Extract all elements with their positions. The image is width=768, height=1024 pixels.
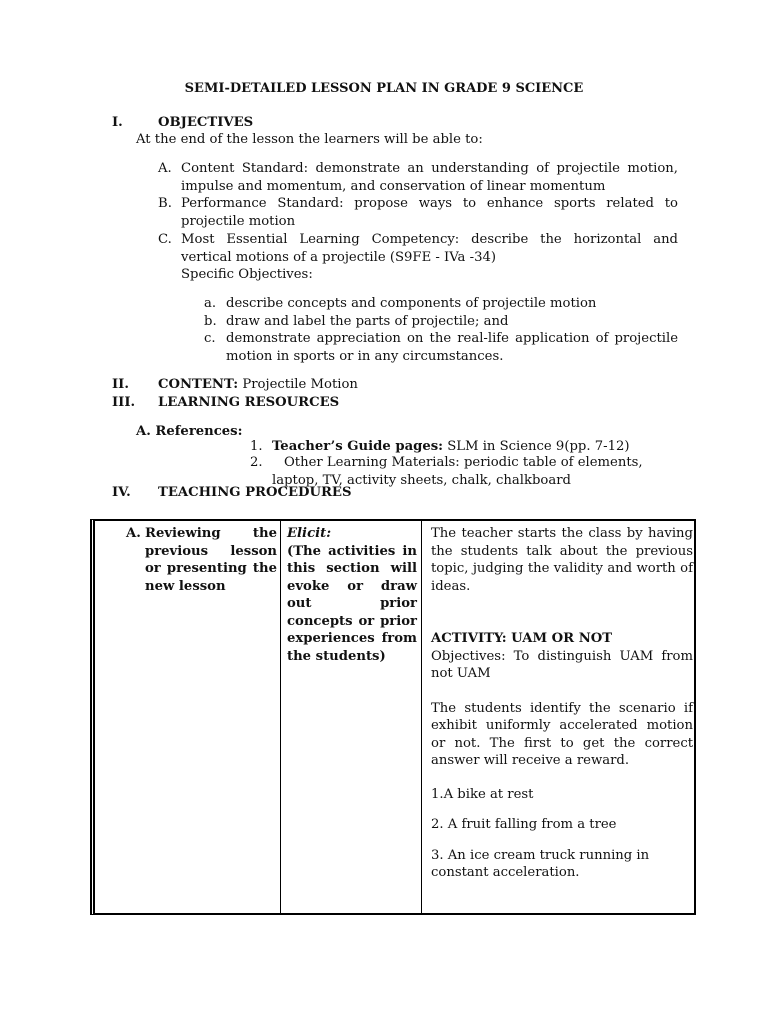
references-label: A. References: [136, 424, 243, 439]
procedures-heading: TEACHING PROCEDURES [158, 485, 352, 500]
activity-instructions: The students identify the scenario if exhibit uniformly accelerated motion or not. The first to get the correct answer will receive a reward. [431, 700, 693, 768]
procedure-letter: A. [126, 526, 141, 541]
objectives-numeral: I. [112, 115, 123, 130]
procedures-numeral: IV. [112, 485, 131, 500]
reference-2-text: Other Learning Materials: periodic table of elements, laptop, TV, activity sheets, chalk, chalkboard [272, 455, 643, 488]
content-value: Projectile Motion [242, 377, 358, 392]
specific-b-letter: b. [204, 314, 217, 329]
scenario-item: 1.A bike at rest [431, 786, 534, 802]
specific-b-text: draw and label the parts of projectile; and [226, 314, 509, 329]
objective-c-letter: C. [158, 232, 172, 247]
phase-heading: Elicit: [287, 526, 332, 541]
reference-1-text: SLM in Science 9(pp. 7-12) [447, 439, 630, 454]
table-col-procedure [126, 525, 277, 595]
objective-b-letter: B. [158, 196, 172, 211]
activity-title: ACTIVITY: UAM OR NOT [431, 631, 613, 646]
table-divider-1 [280, 521, 281, 913]
objective-c-text: Most Essential Learning Competency: describe the horizontal and vertical motions of a projectile (S9FE - IVa -34) [181, 232, 678, 265]
reference-1-label: Teacher’s Guide pages: [272, 439, 444, 454]
content-heading: CONTENT: [158, 377, 239, 392]
table-col-phase [287, 525, 417, 665]
scenario-item: 2. A fruit falling from a tree [431, 817, 617, 832]
content-numeral: II. [112, 377, 129, 392]
table-col-activity [431, 525, 693, 882]
specific-a-text: describe concepts and components of projectile motion [226, 296, 597, 311]
objective-b-text: Performance Standard: propose ways to enhance sports related to projectile motion [181, 196, 678, 229]
specific-objectives-label: Specific Objectives: [181, 267, 313, 282]
objectives-intro: At the end of the lesson the learners will be able to: [136, 132, 483, 147]
resources-heading: LEARNING RESOURCES [158, 395, 340, 410]
procedure-text: Reviewing the previous lesson or presenting the new lesson [145, 526, 277, 594]
content-line [158, 376, 358, 394]
reference-2-num: 2. [250, 455, 263, 470]
objectives-heading: OBJECTIVES [158, 115, 254, 130]
scenario-item: 3. An ice cream truck running in constant acceleration. [431, 847, 650, 880]
procedures-table [90, 519, 696, 915]
reference-1 [272, 438, 682, 456]
activity-objectives: Objectives: To distinguish UAM from not UAM [431, 648, 693, 681]
phase-description: (The activities in this section will evoke or draw out prior concepts or prior experiences from the students) [287, 543, 417, 664]
specific-c-text: demonstrate appreciation on the real-life application of projectile motion in sports or in any circumstances. [226, 331, 678, 364]
resources-numeral: III. [112, 395, 136, 410]
reference-1-num: 1. [250, 439, 263, 454]
objective-a-text: Content Standard: demonstrate an understanding of projectile motion, impulse and momentum, and conservation of linear momentum [181, 161, 678, 194]
document-title: SEMI-DETAILED LESSON PLAN IN GRADE 9 SCIENCE [184, 81, 584, 96]
specific-c-letter: c. [204, 331, 216, 346]
table-divider-2 [421, 521, 422, 913]
objective-a-letter: A. [158, 161, 172, 176]
specific-a-letter: a. [204, 296, 217, 311]
activity-intro: The teacher starts the class by having the students talk about the previous topic, judging the validity and worth of ideas. [431, 526, 693, 594]
